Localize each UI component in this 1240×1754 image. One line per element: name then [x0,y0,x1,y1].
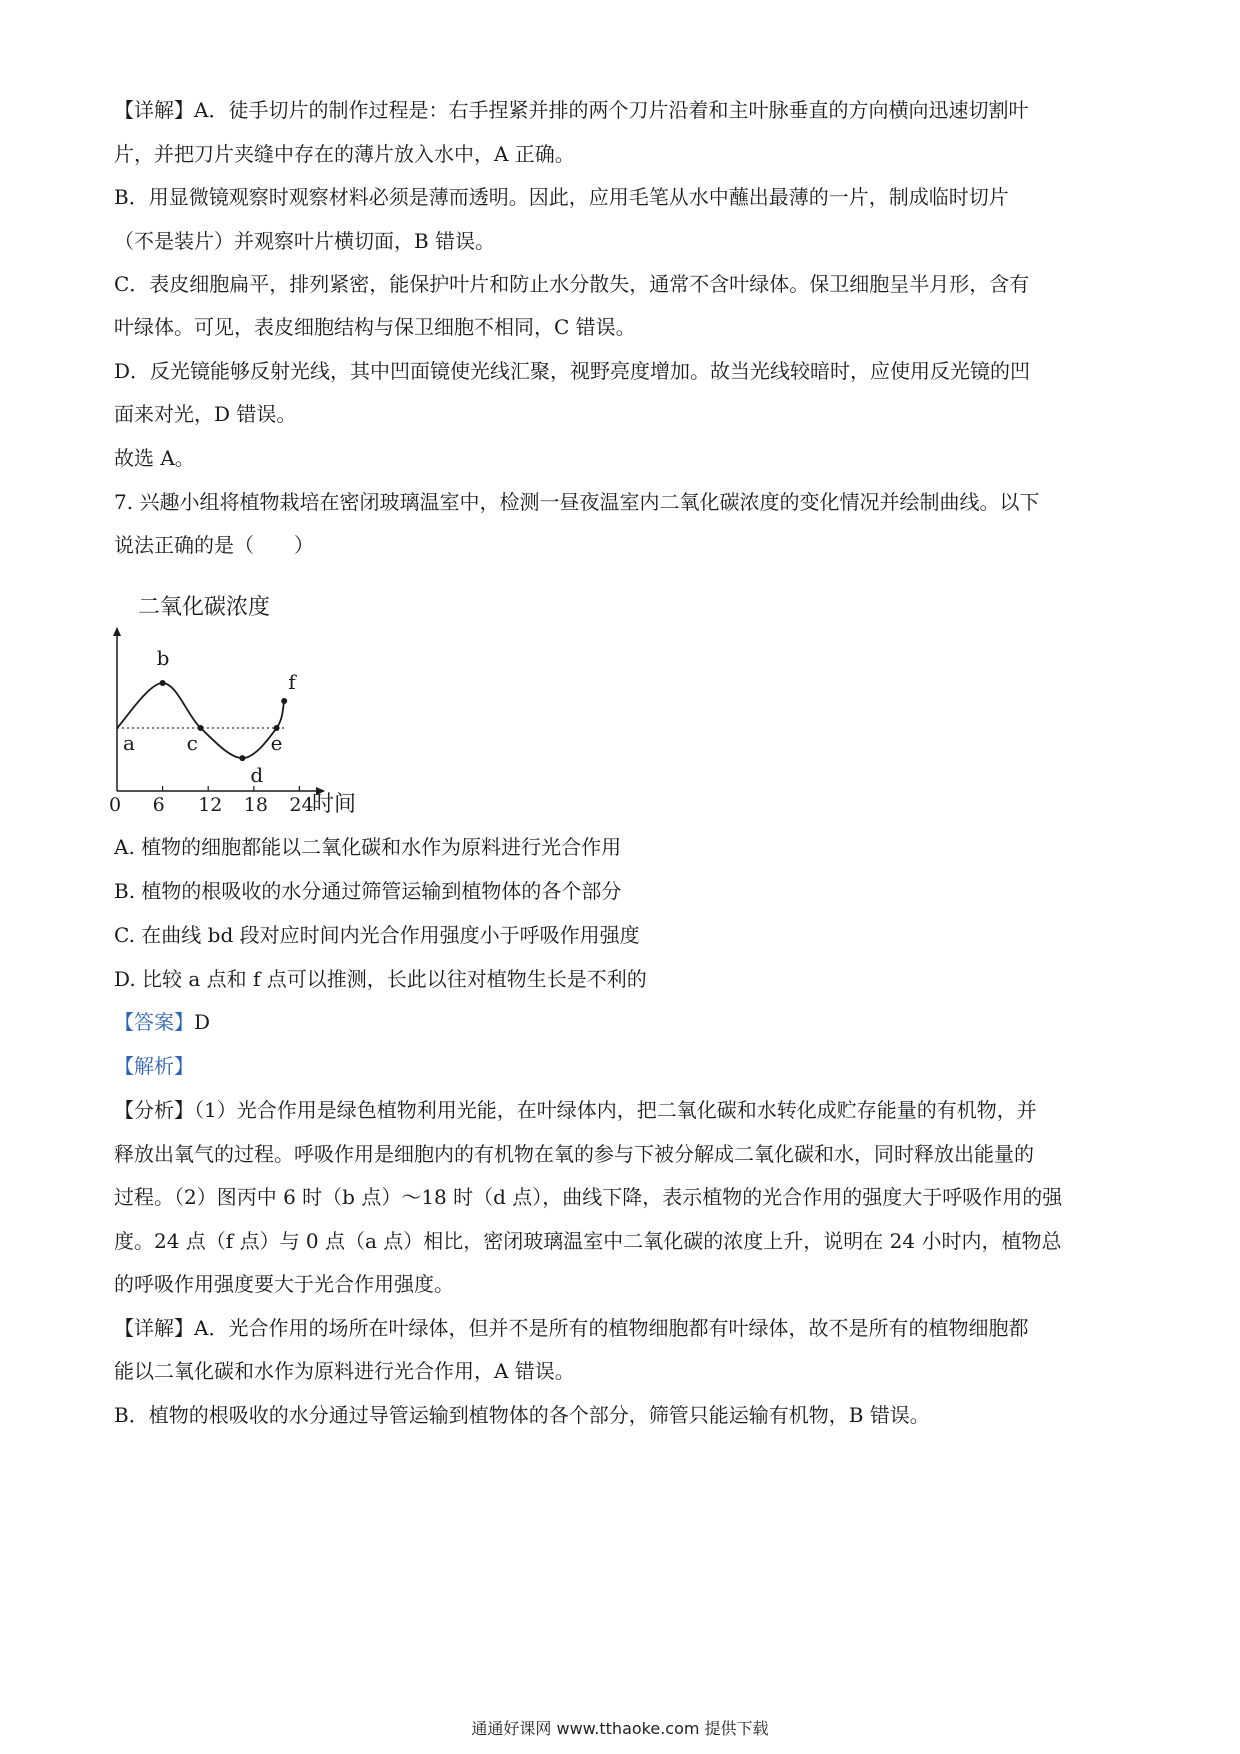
y-axis-title: 二氧化碳浓度 [138,595,271,620]
text-line: 能以二氧化碳和水作为原料进行光合作用，A 错误。 [114,1359,575,1383]
co2-concentration-chart [108,588,408,838]
text-line: 面来对光，D 错误。 [114,402,297,426]
co2-curve [117,683,284,758]
x-tick-24: 24 [289,794,314,816]
option-c: C. 在曲线 bd 段对应时间内光合作用强度小于呼吸作用强度 [114,923,640,947]
text-line: 过程。（2）图丙中 6 时（b 点）～18 时（d 点），曲线下降，表示植物的光合作用的强度大于呼吸作用的强 [114,1185,1063,1209]
text-line: B．植物的根吸收的水分通过导管运输到植物体的各个部分，筛管只能运输有机物，B 错误。 [114,1403,930,1427]
x-tick-18: 18 [243,794,268,816]
point-label-b: b [156,646,170,670]
text-line: 片，并把刀片夹缝中存在的薄片放入水中，A 正确。 [114,142,575,166]
text-line: 【详解】A．光合作用的场所在叶绿体，但并不是所有的植物细胞都有叶绿体，故不是所有的植物细胞都 [114,1316,1029,1340]
point-b [160,680,166,686]
text-line: 度。24 点（f 点）与 0 点（a 点）相比，密闭玻璃温室中二氧化碳的浓度上升，说明在 24 小时内，植物总 [114,1229,1062,1253]
point-label-f: f [288,670,296,694]
x-tick-12: 12 [198,794,223,816]
answer-line [114,1008,1134,1036]
x-axis-title: 时间 [312,792,357,817]
text-line: 故选 A。 [114,446,195,470]
text-line: 释放出氧气的过程。呼吸作用是细胞内的有机物在氧的参与下被分解成二氧化碳和水，同时释放出能量的 [114,1142,1034,1166]
text-line: （不是装片）并观察叶片横切面，B 错误。 [114,229,496,253]
question-stem-line: 说法正确的是（ ） [114,533,314,557]
analysis-tag: 【解析】 [114,1054,194,1078]
footer-source: 通通好课网 www.tthaoke.com 提供下载 [471,1719,769,1738]
point-label-e: e [270,731,283,755]
option-a: A. 植物的细胞都能以二氧化碳和水作为原料进行光合作用 [114,835,622,859]
point-label-d: d [250,763,264,788]
option-b: B. 植物的根吸收的水分通过筛管运输到植物体的各个部分 [114,879,622,903]
point-f [281,698,287,704]
text-line: B．用显微镜观察时观察材料必须是薄而透明。因此，应用毛笔从水中蘸出最薄的一片，制成临时切片 [114,185,1009,209]
option-d: D. 比较 a 点和 f 点可以推测，长此以往对植物生长是不利的 [114,967,647,991]
text-line: 的呼吸作用强度要大于光合作用强度。 [114,1272,454,1296]
answer-tag: 【答案】 [114,1010,194,1034]
text-line: D．反光镜能够反射光线，其中凹面镜使光线汇聚，视野亮度增加。故当光线较暗时，应使用反光镜的凹 [114,359,1031,383]
answer-value: D [194,1010,211,1034]
text-line: 【详解】A．徒手切片的制作过程是：右手捏紧并排的两个刀片沿着和主叶脉垂直的方向横向迅速切割叶 [114,98,1029,122]
point-c [198,725,204,731]
x-tick-0: 0 [109,794,122,816]
point-d [239,755,245,761]
point-label-c: c [186,731,198,755]
question-stem-line: 7. 兴趣小组将植物栽培在密闭玻璃温室中，检测一昼夜温室内二氧化碳浓度的变化情况并绘制曲线。以下 [114,490,1040,514]
text-line: C．表皮细胞扁平，排列紧密，能保护叶片和防止水分散失，通常不含叶绿体。保卫细胞呈半月形，含有 [114,272,1030,296]
text-line: 【分析】（1）光合作用是绿色植物利用光能，在叶绿体内，把二氧化碳和水转化成贮存能量的有机物，并 [114,1098,1037,1122]
curve-points [123,646,297,787]
text-line: 叶绿体。可见，表皮细胞结构与保卫细胞不相同，C 错误。 [114,315,636,339]
x-tick-6: 6 [152,794,165,816]
point-label-a: a [123,731,135,755]
